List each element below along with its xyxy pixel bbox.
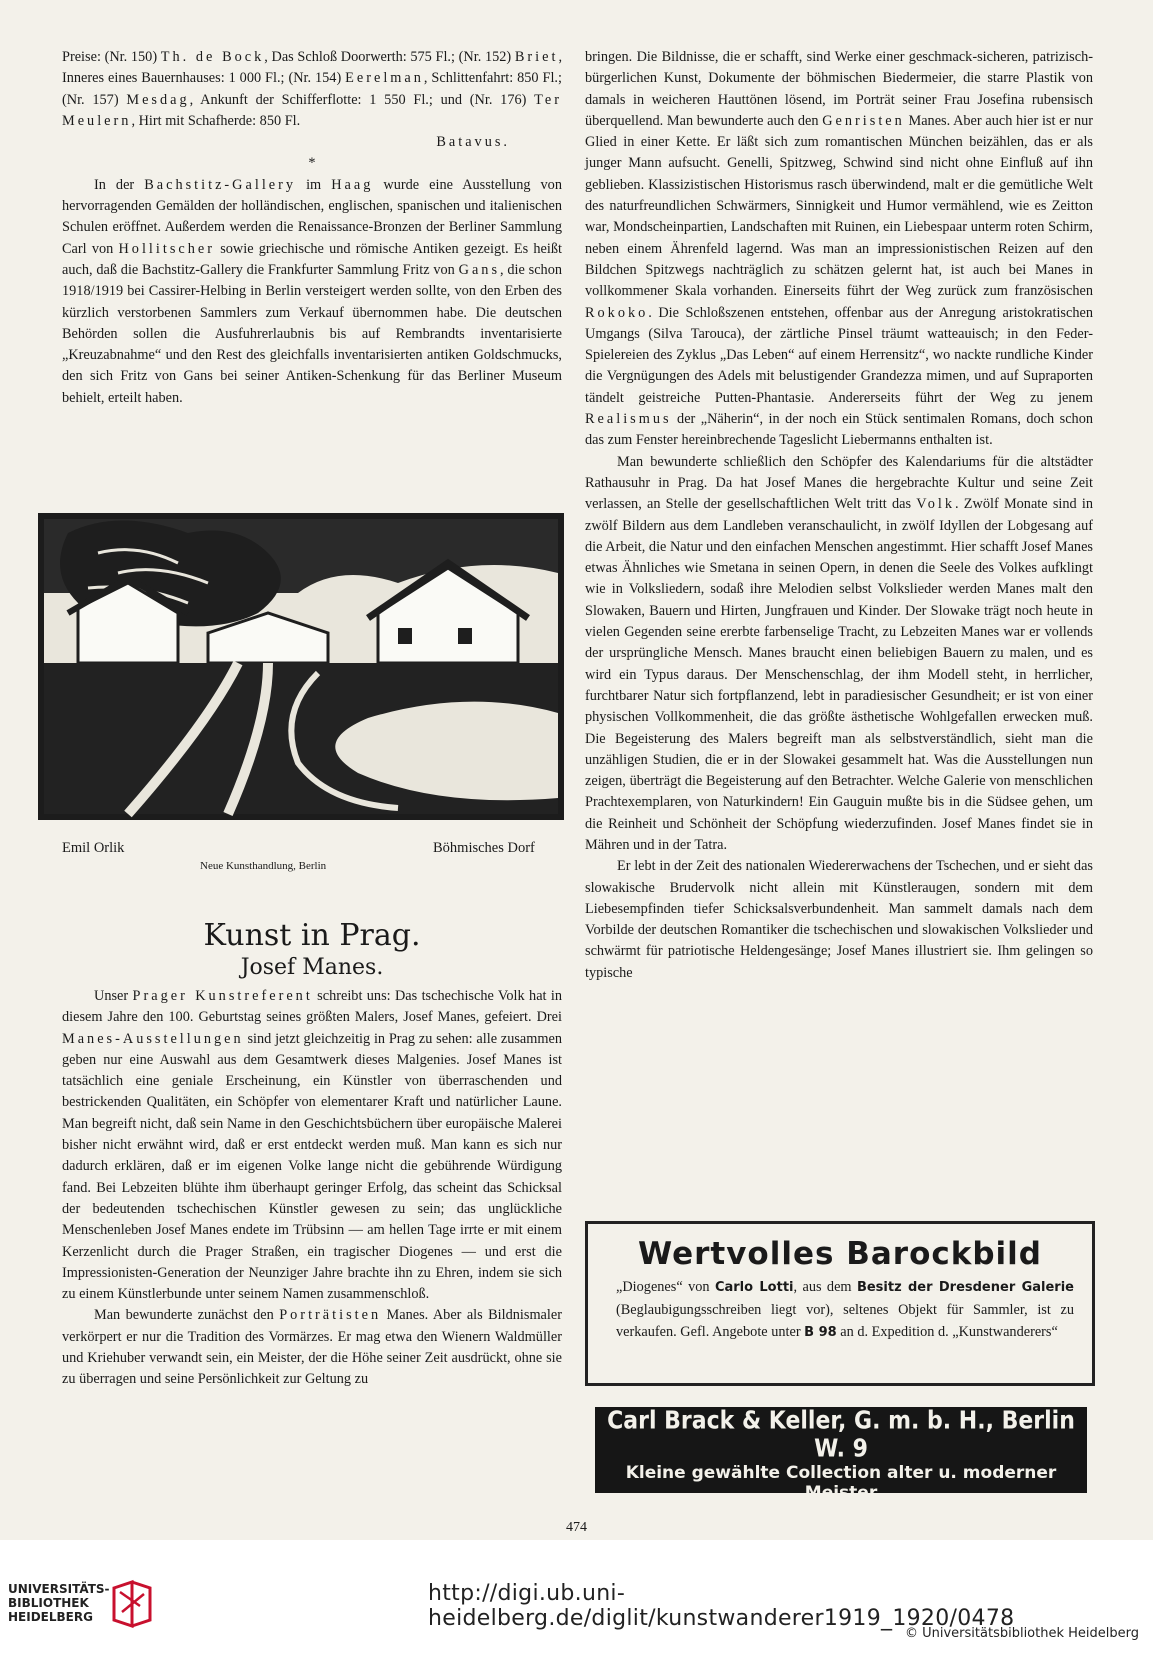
library-logo-text: UNIVERSITÄTS- BIBLIOTHEK HEIDELBERG <box>8 1582 110 1624</box>
ad-brack-line3 <box>595 1503 1087 1520</box>
prices-paragraph: Preise: (Nr. 150) Th. de Bock, Das Schloß Doorwerth: 575 Fl.; (Nr. 152) Briet, Inneres eines Bauernhauses: 1 000 Fl.; (Nr. 154) Eerelman, Schlittenfahrt: 850 Fl.; (Nr. 157) Mesdag, Ankunft der Schifferflotte: 1 550 Fl.; und (Nr. 176) Ter Meulern, Hirt mit Schafherde: 850 Fl. <box>62 49 563 129</box>
advertisement-barockbild <box>585 1221 1095 1386</box>
article-paragraph-5: Er lebt in der Zeit des nationalen Wiedererwachens der Tschechen, und er sieht das slowakische Brudervolk nicht allein mit Künstleraugen, sondern mit dem Liebesempfinden tiefer Schicksalsverbundenheit. Man sammelt damals nach dem Vorbilde der deutschen Romantiker die tschechischen und slowakischen Volkslieder und schwärmt für patriotische Heldengesänge; Josef Manes illustriert sie. Ihm gelingen so typische <box>585 858 1093 981</box>
ad-brack-line2: Kleine gewählte Collection alter u. moderner Meister <box>625 1463 1057 1503</box>
woodcut-illustration-boehmisches-dorf <box>38 513 564 820</box>
article-paragraph-2: Man bewunderte zunächst den Porträtisten Manes. Aber als Bildnismaler verkörpert er nur die Tradition des Vormärzes. Er mag etwa den Wienern Waldmüller und Kriehuber verwandt sein, ein Meister, der die Höhe seiner Zeit ausdrückt, ohne sie zu überragen und seine Persönlichkeit zur Geltung zu <box>62 1307 562 1388</box>
copyright-notice: © Universitätsbibliothek Heidelberg <box>904 1626 1139 1641</box>
ad-barock-body: „Diogenes“ von Carlo Lotti, aus dem Besitz der Dresdener Galerie (Beglaubigungsschreiben liegt vor), seltenes Objekt für Sammler, ist zu verkaufen. Gefl. Angebote unter B 98 an d. Expedition d. „Kunstwanderers“ <box>616 1279 1074 1340</box>
right-column-article <box>585 47 1093 984</box>
figure-title: Böhmisches Dorf <box>433 840 535 856</box>
ad-brack-line1: Carl Brack & Keller, G. m. b. H., Berlin W. 9 <box>607 1407 1075 1463</box>
page-number: 474 <box>566 1520 587 1535</box>
square-icon <box>954 1505 967 1518</box>
article-subheadline: Josef Manes. <box>240 955 384 980</box>
ad-brack-verkauf: Verkauf <box>1016 1505 1073 1520</box>
source-url-link[interactable]: http://digi.ub.uni-heidelberg.de/diglit/kunstwanderer1919_1920/0478 <box>428 1581 1015 1631</box>
ad-barock-title: Wertvolles Barockbild <box>637 1236 1042 1272</box>
bachstitz-paragraph: In der Bachstitz-Gallery im Haag wurde eine Ausstellung von hervorragenden Gemälden der holländischen, englischen, spanischen und italienischen Schulen eröffnet. Außerdem werden die Renaissance-Bronzen der Berliner Sammlung Carl von Hollitscher sowie griechische und römische Antiken gezeigt. Es heißt auch, daß die Bachstitz-Gallery die Frankfurter Sammlung Fritz von Gans, die schon 1918/1919 bei Cassirer-Helbing in Berlin versteigert werden sollte, von den Erben des kürzlich verstorbenen Sammlers zum Verkauf übernommen habe. Die deutschen Behörden sollen die Ausfuhrerlaubnis bis auf Rembrandts inventarisierte „Kreuzabnahme“ und den Rest des gleichfalls inventarisierten antiken Goldschmucks, den sich Fritz von Gans bei seiner Antiken-Schenkung für das Berliner Museum behielt, erteilt haben. <box>62 176 562 406</box>
digitization-footer <box>0 1540 1153 1657</box>
figure-artist: Emil Orlik <box>62 840 125 856</box>
article-paragraph-3: bringen. Die Bildnisse, die er schafft, sind Werke einer geschmack-sicheren, patrizisch-bürgerlichen Kunst, Dokumente der böhmischen Biedermeier, die starre Plastik von damals in weicheren Hauttönen lösend, im Porträt seiner Frau Josefina rubensisch überquellend. Man bewunderte auch den Genristen Manes. Aber auch hier ist er nur Glied in einer Kette. Er läßt sich zum romantischen München beizählen, das er als junger Mann aufsucht. Genelli, Spitzweg, Schwind sind nicht ohne Einfluß auf ihn geblieben. Klassizistischen Historismus rasch überwindend, malt er die gemütliche Welt des naturfreundlichen Schwärmers, Sinnigkeit und Humor vermählend, wie es Zeitton war, Mondscheinpartien, Landschaften mit Ruinen, ein Liebespaar unterm roten Schirm, neben einem Ährenfeld lagernd. Was man an impressionistischen Reizen auf den Bildchen Spitzwegs nachträglich zu schätzen gelernt hat, ist auch bei Manes in vollkommener Skala vorhanden. Einerseits führt der Weg zurück zum französischen Rokoko. Die Schloßszenen entstehen, offenbar aus der Anregung aristokratischen Umgangs (Silva Tarouca), der zärtliche Pinsel träumt watteauisch; in den Feder-Spielereien des Zyklus „Das Leben“ auf einem Herrensitz“, wo nackte rundliche Kinder die Vergnügungen des Adels mit belustigender Grandezza mimen, und auf Supraporten tändelt geistreiche Putten-Phantasie. Andererseits führt der Weg zu jenem Realismus der „Näherin“, in der noch ein Stück sentimalen Romans, doch schon das zum Fenster hereinbrechende Tageslicht Liebermanns enthalten ist. <box>585 49 1094 449</box>
advertisement-brack-keller <box>595 1407 1087 1520</box>
library-logo-icon <box>110 1578 154 1630</box>
ad-brack-ankauf: Ankauf <box>609 1505 661 1520</box>
ad-brack-angebote: Angebote erbeten <box>771 1505 905 1520</box>
signature-batavus: Batavus. <box>436 134 510 151</box>
article-headline: Kunst in Prag. <box>203 918 421 953</box>
left-column-article <box>62 986 562 1391</box>
square-icon <box>710 1505 723 1518</box>
article-paragraph-1: Unser Prager Kunstreferent schreibt uns: Das tschechische Volk hat in diesem Jahre den 100. Geburtstag seines größten Malers, Josef Manes, gefeiert. Drei Manes-Ausstellungen sind jetzt gleichzeitig in Prag zu sehen: alle zusammen geben nur eine Auswahl aus dem Gesamtwerk dieses Malgenies. Josef Manes ist tatsächlich eine geniale Erscheinung, ein Künstler von überraschenden und bestrickenden Qualitäten, ein Schöpfer von elementarer Kraft und natürlicher Laune. Man begreift nicht, daß sein Name in den Geschichtsbüchern über europäische Malerei bisher nicht erwähnt wird, daß er erst entdeckt werden muß. Man kann es sich nur dadurch erklären, daß er im eigenen Volke lange nicht die gebührende Würdigung fand. Bei Lebzeiten blühte ihm überhaupt geringer Erfolg, das scheint das Schicksal der bedeutenden tschechischen Künstler gewesen zu sein; das unglückliche Menschenleben Josef Manes endete im Trübsinn — am hellen Tage irrte er mit einem Kerzenlicht durch die Prager Straßen, ein tragischer Diogenes — und erst die Impressionisten-Generation der Neunziger Jahre brachte ihn zu Ehren, indem sie sich zu einem Künstlerbunde unter seinem Namen zusammenschloß. <box>62 988 562 1303</box>
section-separator: * <box>308 155 316 172</box>
figure-credit: Neue Kunsthandlung, Berlin <box>200 860 327 872</box>
article-paragraph-4: Man bewunderte schließlich den Schöpfer des Kalendariums für die altstädter Rathausuhr in Prag. Da hat Josef Manes die hergebrachte Kultur und seine Zeit verlassen, an Stelle der gesellschaftlichen Welt tritt das Volk. Zwölf Monate sind in zwölf Bildern aus dem Landleben veranschaulicht, in zwölf Idyllen der Lobgesang auf die Arbeit, die Natur und den einfachen Menschen angestimmt. Hier schafft Josef Manes etwas Ähnliches wie Smetana in seinen Opern, in denen die Seele des Volkes aufklingt wie in Volksliedern, sodaß ihre Melodien selbst Volkslieder werden Manes malt den Slowaken, Bauern und Hirten, Jungfrauen und Kinder. Der Slowake trägt noch heute in vielen Gegenden seine ererbte farbenselige Tracht, zu Lebzeiten Manes war er vollends der ursprüngliche Mensch. Manes braucht einen beliebigen Bauern zu malen, und es wird ein Typus daraus. Der Menschenschlag, der ihm Modell steht, in herrlicher, furchtbarer Natur sich fortpflanzend, lebt in paradiesischer Gesundheit; er ist von einer physischen Vollkommenheit, die das größte ästhetische Wohlgefallen erwecken muß. Die Begeisterung des Malers begreift man als selbstverständlich, sieht man die unzähligen Studien, die er in der Slowakei gesammelt hat. Was die Ausstellungen nun zeigen, überträgt die Begeisterung auf den Betrachter. Welche Galerie von menschlichen Prachtexemplaren, von Naturkindern! Ein Gauguin mußte bis in die Südsee gehen, um die Reinheit und Schönheit der Schöpfung wiederzufinden. Josef Manes findet sie in Mähren und in der Tatra. <box>585 453 1093 853</box>
left-column-top <box>62 47 562 409</box>
